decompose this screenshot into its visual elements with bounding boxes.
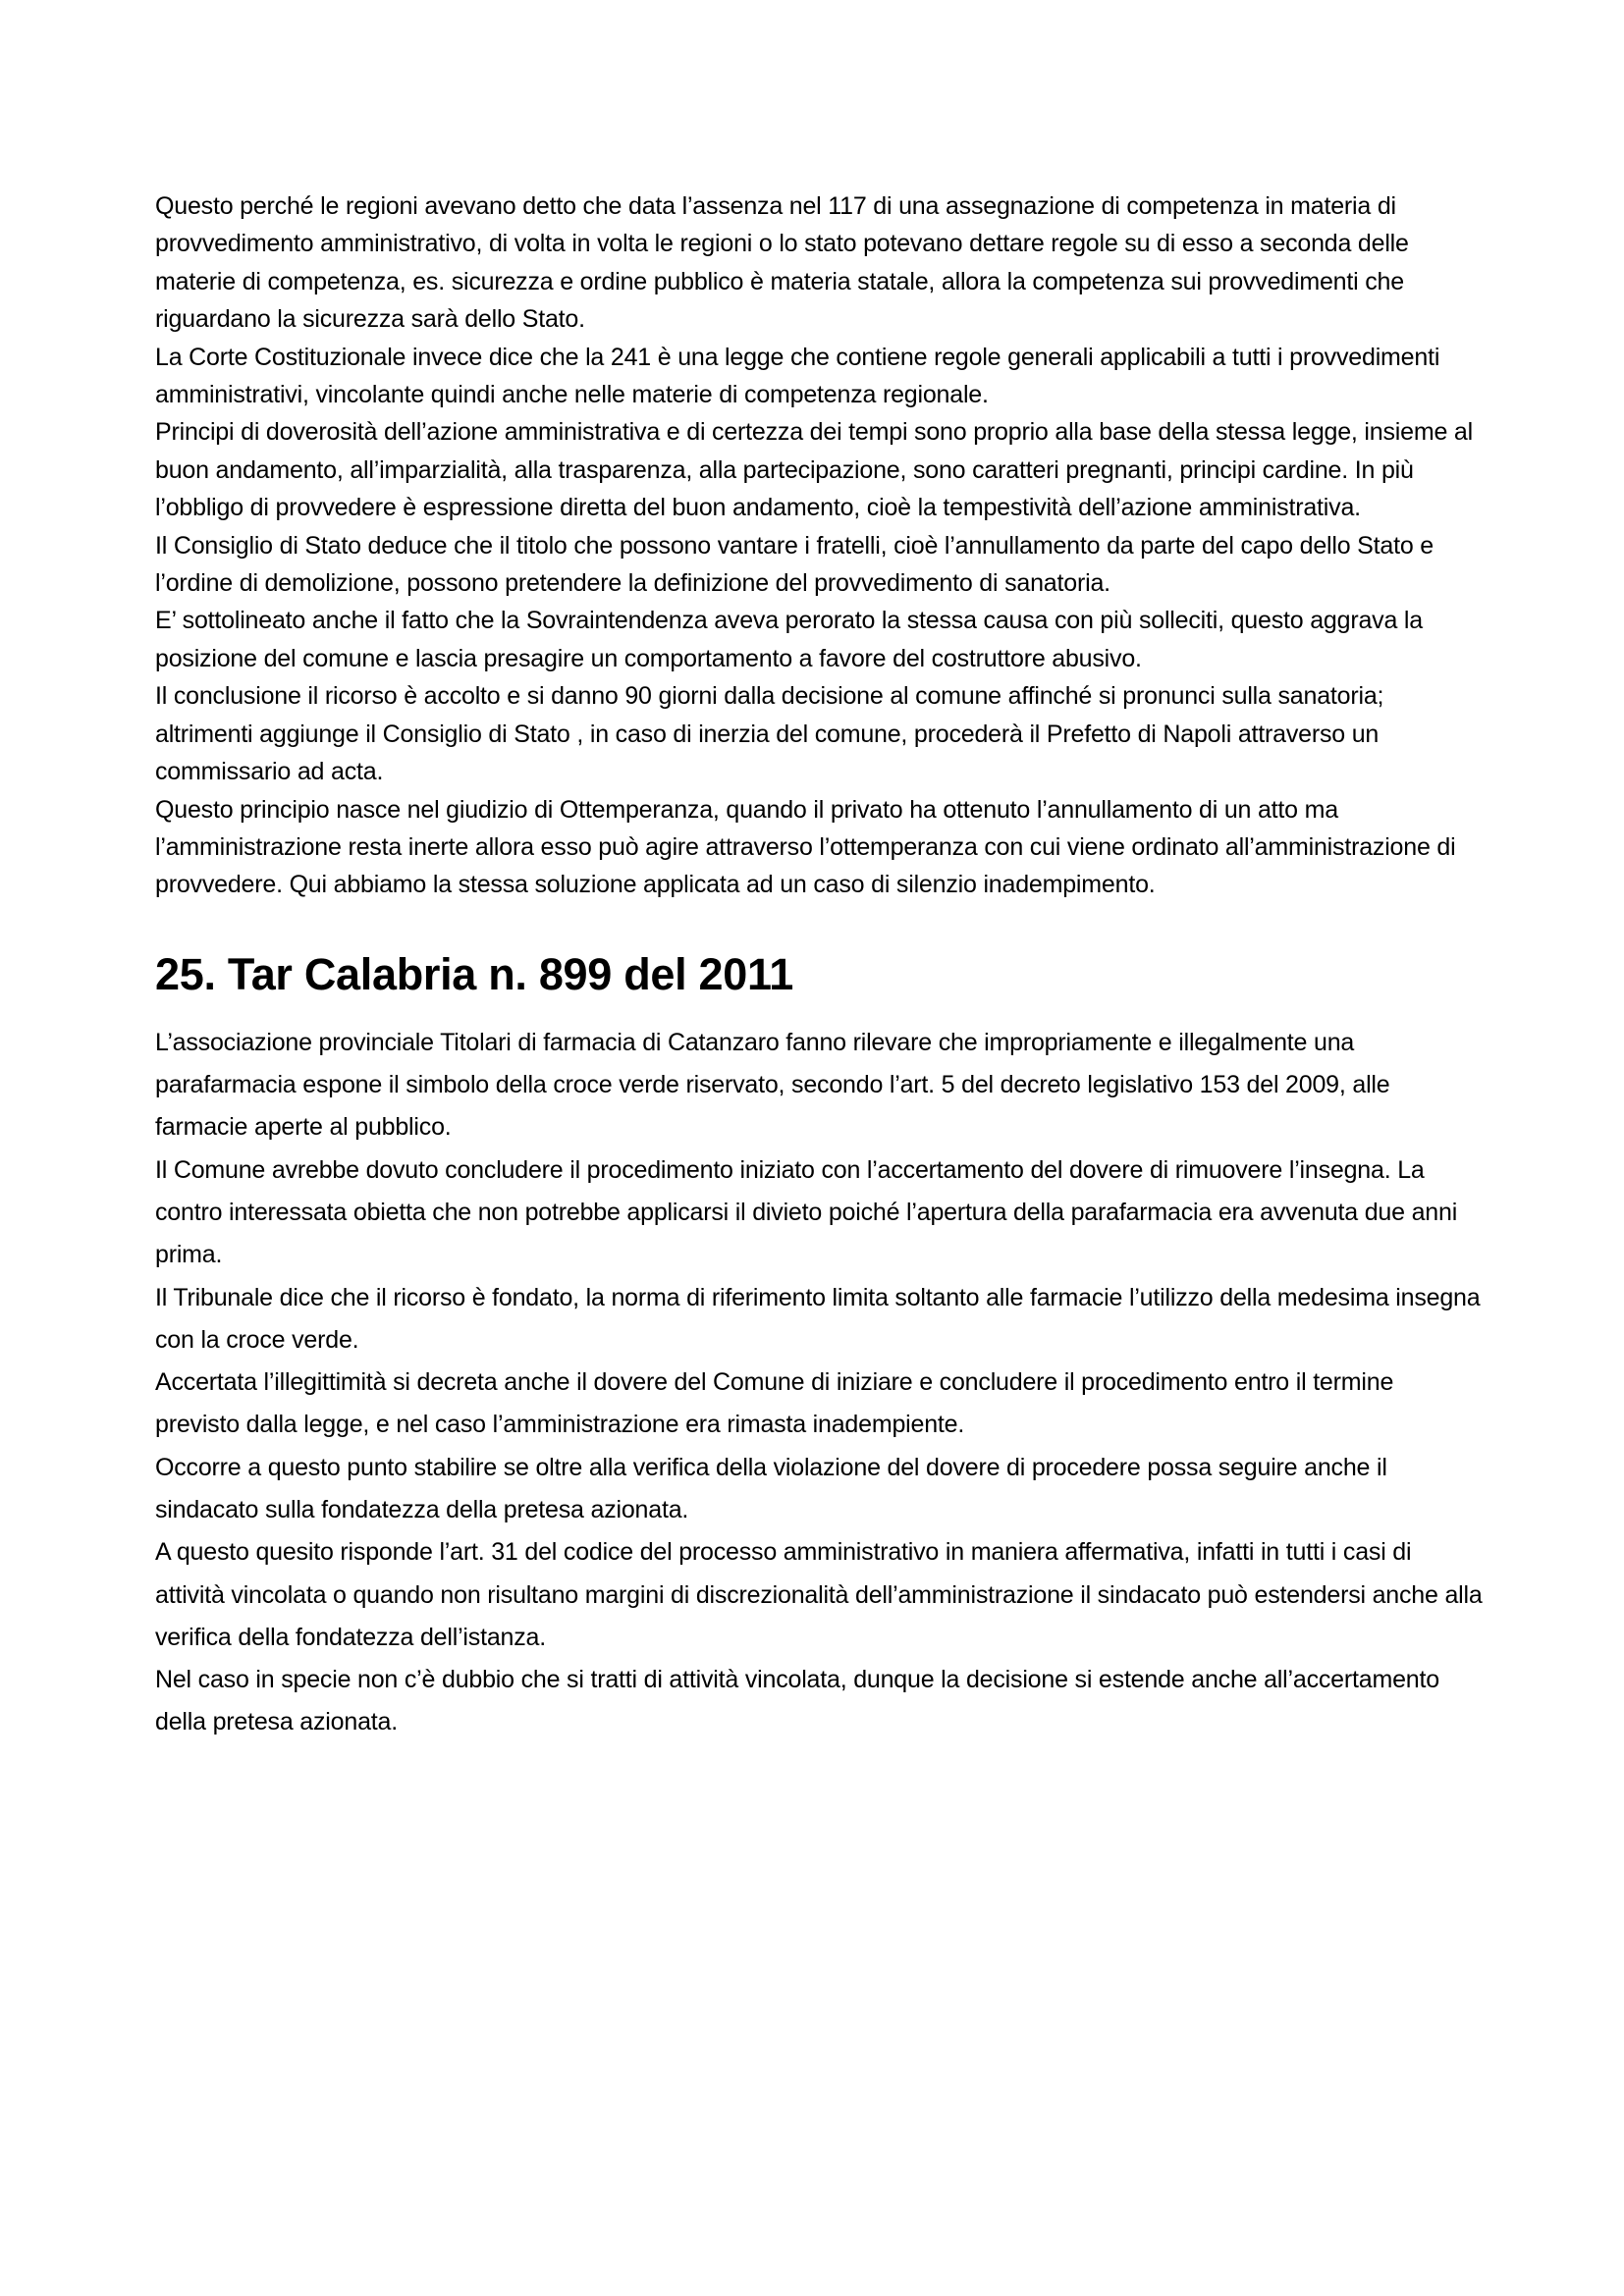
section-previous-case — [155, 187, 1483, 904]
paragraph: Questo perché le regioni avevano detto che data l’assenza nel 117 di una assegnazione di competenza in materia di provvedimento amministrativo, di volta in volta le regioni o lo stato potevano dettare regole su di esso a seconda delle materie di competenza, es. sicurezza e ordine pubblico è materia statale, allora la competenza sui provvedimenti che riguardano la sicurezza sarà dello Stato. — [155, 192, 1409, 334]
paragraph: Accertata l’illegittimità si decreta anche il dovere del Comune di iniziare e concludere il procedimento entro il termine previsto dalla legge, e nel caso l’amministrazione era rimasta inadempiente. — [155, 1368, 1394, 1439]
paragraph: Il Tribunale dice che il ricorso è fondato, la norma di riferimento limita soltanto alle farmacie l’utilizzo della medesima insegna con la croce verde. — [155, 1283, 1481, 1354]
paragraph: Principi di doverosità dell’azione amministrativa e di certezza dei tempi sono proprio alla base della stessa legge, insieme al buon andamento, all’imparzialità, alla trasparenza, alla partecipazione, sono caratteri pregnanti, principi cardine. In più l’obbligo di provvedere è espressione diretta del buon andamento, cioè la tempestività dell’azione amministrativa. — [155, 418, 1473, 522]
section-tar-calabria — [155, 1022, 1483, 1744]
section-heading: 25. Tar Calabria n. 899 del 2011 — [155, 948, 793, 999]
paragraph: La Corte Costituzionale invece dice che la 241 è una legge che contiene regole generali applicabili a tutti i provvedimenti amministrativi, vincolante quindi anche nelle materie di competenza regionale. — [155, 343, 1440, 409]
paragraph: A questo quesito risponde l’art. 31 del codice del processo amministrativo in maniera affermativa, infatti in tutti i casi di attività vincolata o quando non risultano margini di discrezionalità dell’amministrazione il sindacato può estendersi anche alla verifica della fondatezza dell’istanza. — [155, 1538, 1483, 1651]
paragraph: Questo principio nasce nel giudizio di Ottemperanza, quando il privato ha ottenuto l’annullamento di un atto ma l’amministrazione resta inerte allora esso può agire attraverso l’ottemperanza con cui viene ordinato all’amministrazione di provvedere. Qui abbiamo la stessa soluzione applicata ad un caso di silenzio inadempimento. — [155, 795, 1456, 899]
paragraph: E’ sottolineato anche il fatto che la Sovraintendenza aveva perorato la stessa causa con più solleciti, questo aggrava la posizione del comune e lascia presagire un comportamento a favore del costruttore abusivo. — [155, 607, 1423, 672]
paragraph: Il Consiglio di Stato deduce che il titolo che possono vantare i fratelli, cioè l’annullamento da parte del capo dello Stato e l’ordine di demolizione, possono pretendere la definizione del provvedimento di sanatoria. — [155, 531, 1435, 598]
paragraph: Il Comune avrebbe dovuto concludere il procedimento iniziato con l’accertamento del dovere di rimuovere l’insegna. La contro interessata obietta che non potrebbe applicarsi il divieto poiché l’apertura della parafarmacia era avvenuta due anni prima. — [155, 1155, 1458, 1269]
paragraph: Il conclusione il ricorso è accolto e si danno 90 giorni dalla decisione al comune affinché si pronunci sulla sanatoria; altrimenti aggiunge il Consiglio di Stato , in caso di inerzia del comune, procederà il Prefetto di Napoli attraverso un commissario ad acta. — [155, 682, 1384, 786]
paragraph: L’associazione provinciale Titolari di farmacia di Catanzaro fanno rilevare che impropriamente e illegalmente una parafarmacia espone il simbolo della croce verde riservato, secondo l’art. 5 del decreto legislativo 153 del 2009, alle farmacie aperte al pubblico. — [155, 1028, 1390, 1142]
paragraph: Nel caso in specie non c’è dubbio che si tratti di attività vincolata, dunque la decisione si estende anche all’accertamento della pretesa azionata. — [155, 1666, 1439, 1736]
document-page — [155, 187, 1483, 1744]
paragraph: Occorre a questo punto stabilire se oltre alla verifica della violazione del dovere di procedere possa seguire anche il sindacato sulla fondatezza della pretesa azionata. — [155, 1453, 1387, 1523]
